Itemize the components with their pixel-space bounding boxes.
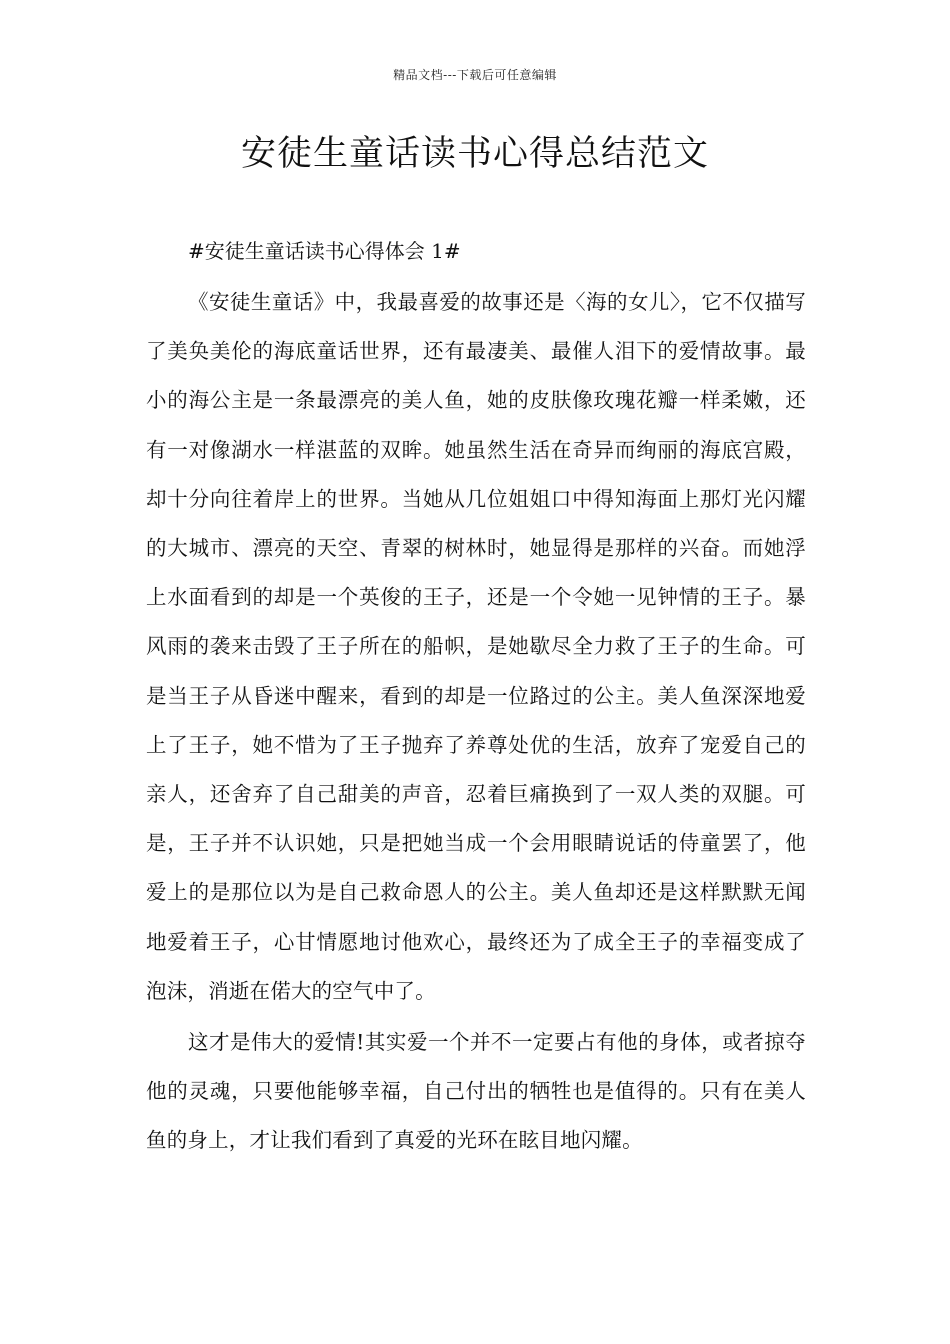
document-title: 安徒生童话读书心得总结范文 [240, 134, 709, 174]
header-note: 精品文档---下载后可任意编辑 [393, 68, 557, 82]
section-heading: #安徒生童话读书心得体会 1# [188, 239, 461, 263]
paragraph-1: 《安徒生童话》中，我最喜爱的故事还是〈海的女儿〉，它不仅描写了美奂美伦的海底童话世界，还有最凄美、最催人泪下的爱情故事。最小的海公主是一条最漂亮的美人鱼，她的皮肤像玫瑰花瓣一样柔嫩，还有一对像湖水一样湛蓝的双眸。她虽然生活在奇异而绚丽的海底宫殿，却十分向往着岸上的世界。当她从几位姐姐口中得知海面上那灯光闪耀的大城市、漂亮的天空、青翠的树林时，她显得是那样的兴奋。而她浮上水面看到的却是一个英俊的王子，还是一个令她一见钟情的王子。暴风雨的袭来击毁了王子所在的船帜，是她歇尽全力救了王子的生命。可是当王子从昏迷中醒来，看到的却是一位路过的公主。美人鱼深深地爱上了王子，她不惜为了王子抛弃了养尊处优的生活，放弃了宠爱自己的亲人，还舍弃了自己甜美的声音，忍着巨痛换到了一双人类的双腿。可是，王子并不认识她，只是把她当成一个会用眼睛说话的侍童罢了，他爱上的是那位以为是自己救命恩人的公主。美人鱼却还是这样默默无闻地爱着王子，心甘情愿地讨他欢心，最终还为了成全王子的幸福变成了泡沫，消逝在偌大的空气中了。 [146, 290, 806, 1003]
document-body [146, 230, 806, 1168]
paragraph-2: 这才是伟大的爱情!其实爱一个并不一定要占有他的身体，或者掠夺他的灵魂，只要他能够幸福，自己付出的牺牲也是值得的。只有在美人鱼的身上，才让我们看到了真爱的光环在眩目地闪耀。 [146, 1030, 806, 1153]
